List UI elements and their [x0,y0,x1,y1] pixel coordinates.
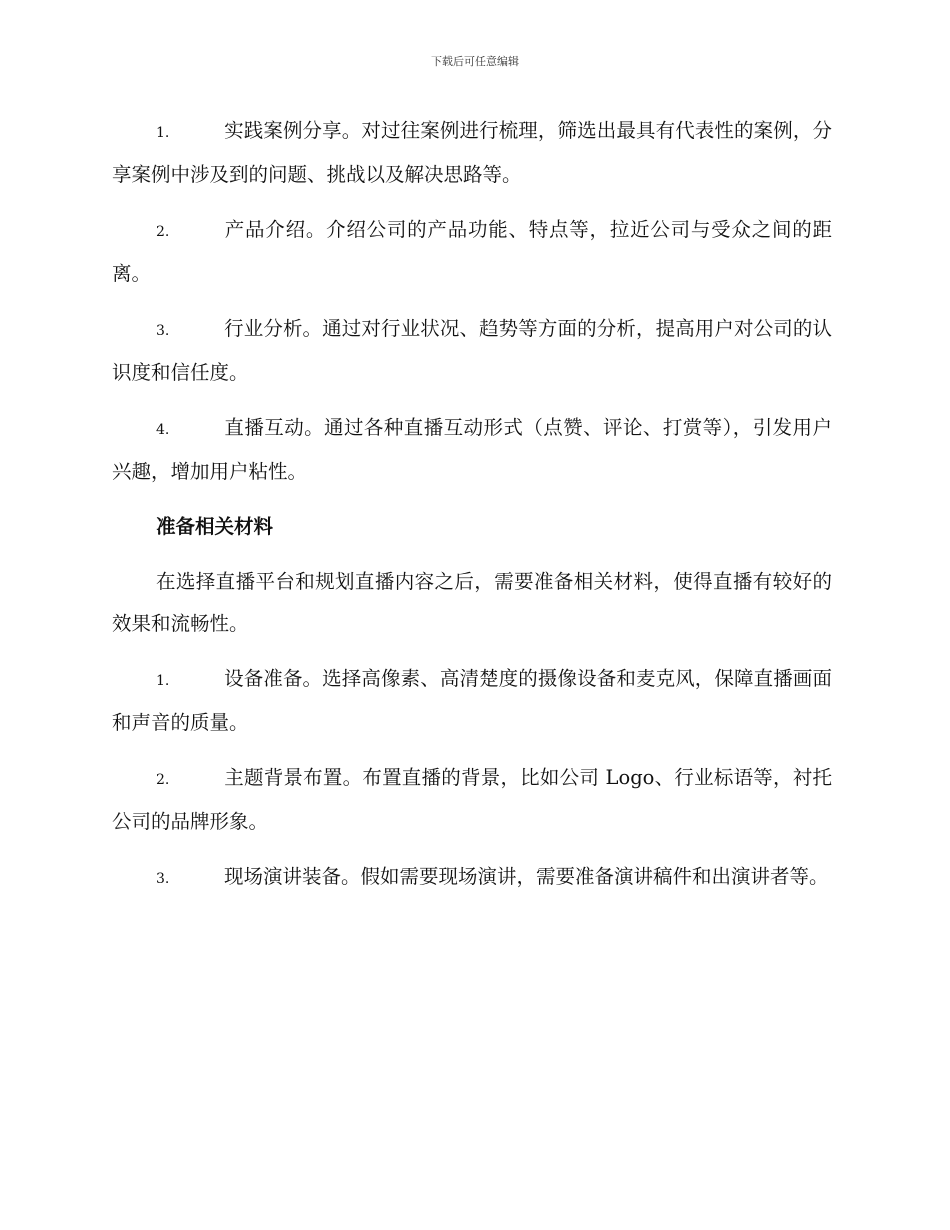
list-number: 1. [156,125,170,141]
list-number: 1. [156,673,170,689]
list-item [112,856,832,900]
list-item-text: 主题背景布置。布置直播的背景，比如公司 Logo、行业标语等，衬托公司的品牌形象。 [112,766,832,833]
list-item [112,308,832,394]
list-item-text: 实践案例分享。对过往案例进行梳理，筛选出最具有代表性的案例，分享案例中涉及到的问题、挑战以及解决思路等。 [112,119,832,186]
list-number: 2. [156,224,170,240]
list-item-text: 行业分析。通过对行业状况、趋势等方面的分析，提高用户对公司的认识度和信任度。 [112,317,832,384]
section-intro: 在选择直播平台和规划直播内容之后，需要准备相关材料，使得直播有较好的效果和流畅性。 [112,570,832,635]
list-item [112,757,832,843]
list-number: 3. [156,323,170,339]
list-item-text: 直播互动。通过各种直播互动形式（点赞、评论、打赏等），引发用户兴趣，增加用户粘性。 [112,416,832,483]
list-item [112,407,832,493]
page-header: 下载后可任意编辑 [431,55,519,68]
list-item [112,209,832,295]
document-body [112,110,832,913]
list-item [112,110,832,196]
list-item [112,658,832,744]
list-number: 2. [156,772,170,788]
list-number: 3. [156,871,170,887]
list-item-text: 现场演讲装备。假如需要现场演讲，需要准备演讲稿件和出演讲者等。 [224,865,829,888]
list-number: 4. [156,422,170,438]
section-heading: 准备相关材料 [156,515,274,538]
list-item-text: 设备准备。选择高像素、高清楚度的摄像设备和麦克风，保障直播画面和声音的质量。 [112,667,832,734]
list-item-text: 产品介绍。介绍公司的产品功能、特点等，拉近公司与受众之间的距离。 [112,218,832,285]
